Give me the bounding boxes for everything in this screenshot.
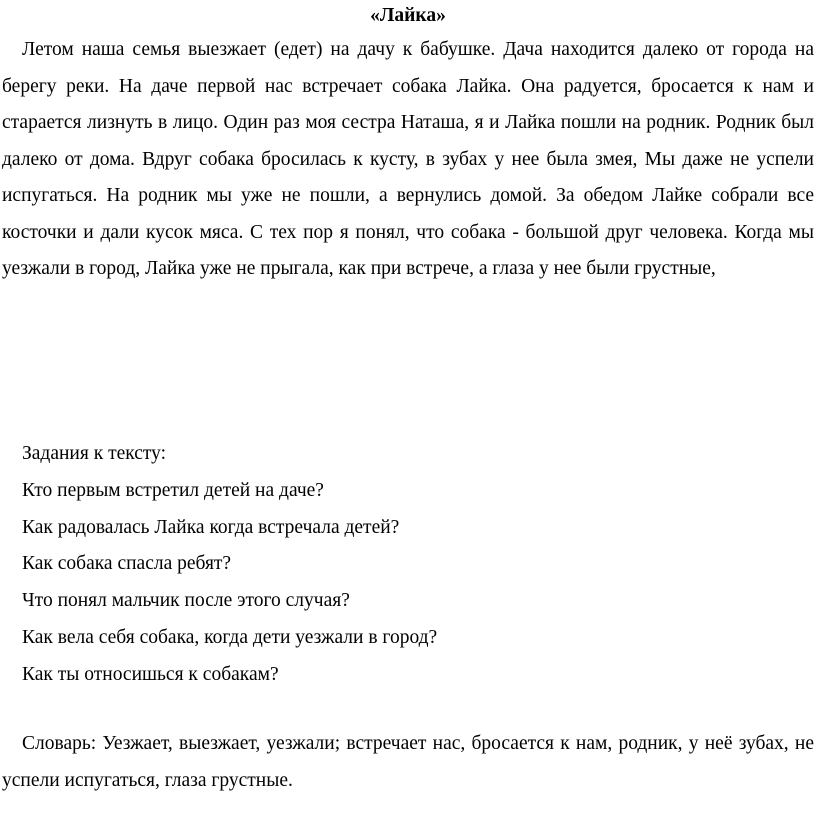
story-paragraph: Летом наша семья выезжает (едет) на дачу к бабушке. Дача находится далеко от города на берегу реки. На даче первой нас встречает собака Лайка. Она радуется, бросается к нам и старается лизнуть в лицо. Один раз моя сестра Наташа, я и Лайка пошли на родник. Родник был далеко от дома. Вдруг собака бросилась к кусту, в зубах у нее была змея, Мы даже не успели испугаться. На родник мы уже не пошли, а вернулись домой. За обедом Лайке собрали все косточки и дали кусок мяса. С тех пор я понял, что собака - большой друг человека. Когда мы уезжали в город, Лайка уже не прыгала, как при встрече, а глаза у нее были грустные, [2, 39, 814, 279]
task-item: Кто первым встретил детей на даче? [22, 479, 324, 501]
task-item: Как вела себя собака, когда дети уезжали в город? [22, 626, 438, 648]
document-title: «Лайка» [370, 5, 446, 26]
task-item: Как радовалась Лайка когда встречала детей? [22, 516, 400, 538]
tasks-heading: Задания к тексту: [22, 443, 167, 464]
tasks-list [22, 436, 812, 694]
task-item: Как собака спасла ребят? [22, 553, 232, 575]
task-item: Как ты относишься к собакам? [22, 663, 279, 685]
vocabulary-paragraph: Словарь: Уезжает, выезжает, уезжали; встречает нас, бросается к нам, родник, у неё зубах, не успели испугаться, глаза грустные. [2, 733, 814, 791]
task-item: Что понял мальчик после этого случая? [22, 590, 350, 612]
